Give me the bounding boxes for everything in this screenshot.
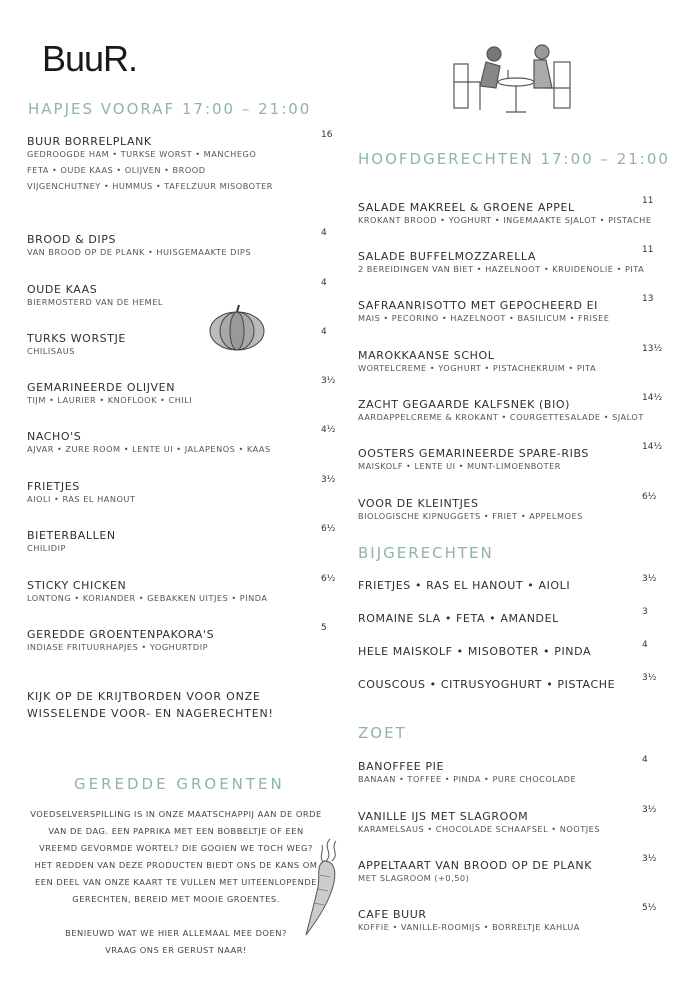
note-line: KIJK OP DE KRIJTBORDEN VOOR ONZE	[27, 690, 261, 703]
item-price: 13	[642, 294, 654, 304]
item-name: SAFRAANRISOTTO MET GEPOCHEERD EI	[358, 299, 599, 312]
item-price: 5	[321, 623, 327, 633]
menu-item	[27, 278, 337, 310]
item-description: CHILIDIP	[27, 543, 66, 553]
item-price: 4½	[321, 425, 336, 435]
menu-item	[358, 805, 668, 837]
item-name: APPELTAART VAN BROOD OP DE PLANK	[358, 859, 593, 872]
menu-item	[27, 130, 337, 194]
item-name: COUSCOUS • CITRUSYOGHURT • PISTACHE	[358, 678, 616, 691]
item-description: TIJM • LAURIER • KNOFLOOK • CHILI	[27, 395, 193, 405]
item-name: FRIETJES	[27, 480, 80, 493]
item-name: BANOFFEE PIE	[358, 760, 445, 773]
menu-item	[27, 376, 337, 408]
item-price: 3	[642, 607, 648, 617]
item-name: OUDE KAAS	[27, 283, 98, 296]
item-description: AJVAR • ZURE ROOM • LENTE UI • JALAPENOS • KAAS	[27, 444, 271, 454]
menu-item	[27, 228, 337, 260]
item-price: 11	[642, 245, 654, 255]
section-title-bij: BIJGERECHTEN	[358, 544, 494, 562]
item-price: 14½	[642, 442, 663, 452]
story-spacer	[30, 908, 322, 925]
section-title-hoofd: HOOFDGERECHTEN 17:00 – 21:00	[358, 150, 670, 168]
item-price: 5½	[642, 903, 657, 913]
item-description: BIOLOGISCHE KIPNUGGETS • FRIET • APPELMOES	[358, 511, 583, 521]
menu-item	[358, 492, 668, 524]
story-line: BENIEUWD WAT WE HIER ALLEMAAL MEE DOEN?	[65, 928, 287, 938]
story-line: GERECHTEN, BEREID MET MOOIE GROENTES.	[72, 894, 280, 904]
item-name: NACHO'S	[27, 430, 82, 443]
item-price: 3½	[642, 805, 657, 815]
item-description: LONTONG • KORIANDER • GEBAKKEN UITJES • PINDA	[27, 593, 268, 603]
item-description: WORTELCREME • YOGHURT • PISTACHEKRUIM • PITA	[358, 363, 597, 373]
item-price: 3½	[321, 376, 336, 386]
item-name: VOOR DE KLEINTJES	[358, 497, 479, 510]
story-line: HET REDDEN VAN DEZE PRODUCTEN BIEDT ONS DE KANS OM	[34, 860, 318, 870]
item-price: 6½	[642, 492, 657, 502]
brand-logo: BuuR.	[42, 38, 138, 79]
cafe-table-illustration	[450, 42, 578, 118]
menu-item	[358, 344, 668, 376]
item-description: GEDROOGDE HAM • TURKSE WORST • MANCHEGO FETA • OUDE KAAS • OLIJVEN • BROOD VIJGENCHUTNEY • HUMMUS • TAFELZUUR MISOBOTER	[27, 149, 273, 191]
item-name: SALADE MAKREEL & GROENE APPEL	[358, 201, 575, 214]
menu-item	[358, 393, 668, 425]
item-name: OOSTERS GEMARINEERDE SPARE-RIBS	[358, 447, 589, 460]
item-name: BROOD & DIPS	[27, 233, 117, 246]
groenten-story	[30, 806, 322, 959]
item-name: MAROKKAANSE SCHOL	[358, 349, 495, 362]
section-title-zoet: ZOET	[358, 724, 407, 742]
item-name: HELE MAISKOLF • MISOBOTER • PINDA	[358, 645, 592, 658]
menu-item	[358, 903, 668, 935]
item-price: 13½	[642, 344, 663, 354]
item-name: ROMAINE SLA • FETA • AMANDEL	[358, 612, 559, 625]
item-description: BIERMOSTERD VAN DE HEMEL	[27, 297, 163, 307]
story-line: VOEDSELVERSPILLING IS IN ONZE MAATSCHAPPIJ AAN DE ORDE	[30, 809, 322, 819]
item-description: 2 BEREIDINGEN VAN BIET • HAZELNOOT • KRUIDENOLIE • PITA	[358, 264, 645, 274]
item-name: BUUR BORRELPLANK	[27, 135, 152, 148]
menu-item	[358, 673, 668, 691]
item-price: 6½	[321, 574, 336, 584]
story-line: VAN DE DAG. EEN PAPRIKA MET EEN BOBBELTJE OF EEN	[48, 826, 304, 836]
carrot-illustration	[300, 835, 350, 937]
item-description: MET SLAGROOM (+0,50)	[358, 873, 470, 883]
item-description: VAN BROOD OP DE PLANK • HUISGEMAAKTE DIPS	[27, 247, 252, 257]
item-description: KOFFIE • VANILLE-ROOMIJS • BORRELTJE KAHLUA	[358, 922, 580, 932]
story-line: VRAAG ONS ER GERUST NAAR!	[105, 945, 247, 955]
menu-item	[27, 475, 337, 507]
menu-item	[358, 294, 668, 326]
item-name: GEMARINEERDE OLIJVEN	[27, 381, 176, 394]
item-price: 4	[321, 228, 327, 238]
note-line: WISSELENDE VOOR- EN NAGERECHTEN!	[27, 707, 274, 720]
story-line: VREEMD GEVORMDE WORTEL? DIE GOOIEN WE TOCH WEG?	[39, 843, 313, 853]
item-description: AIOLI • RAS EL HANOUT	[27, 494, 136, 504]
item-price: 14½	[642, 393, 663, 403]
item-name: TURKS WORSTJE	[27, 332, 126, 345]
item-price: 3½	[642, 574, 657, 584]
item-description: MAIS • PECORINO • HAZELNOOT • BASILICUM • FRISEE	[358, 313, 610, 323]
menu-item	[358, 607, 668, 625]
item-name: STICKY CHICKEN	[27, 579, 127, 592]
menu-item	[358, 196, 668, 228]
item-name: SALADE BUFFELMOZZARELLA	[358, 250, 537, 263]
item-price: 4	[321, 327, 327, 337]
menu-item	[27, 524, 337, 556]
item-price: 3½	[321, 475, 336, 485]
item-description: BANAAN • TOFFEE • PINDA • PURE CHOCOLADE	[358, 774, 577, 784]
item-price: 6½	[321, 524, 336, 534]
menu-item	[27, 574, 337, 606]
item-description: MAISKOLF • LENTE UI • MUNT-LIMOENBOTER	[358, 461, 561, 471]
item-price: 4	[642, 755, 648, 765]
item-name: BIETERBALLEN	[27, 529, 116, 542]
item-description: CHILISAUS	[27, 346, 75, 356]
item-price: 3½	[642, 854, 657, 864]
menu-item	[358, 442, 668, 474]
menu-item	[358, 640, 668, 658]
item-name: FRIETJES • RAS EL HANOUT • AIOLI	[358, 579, 571, 592]
menu-item	[358, 245, 668, 277]
item-price: 3½	[642, 673, 657, 683]
item-name: ZACHT GEGAARDE KALFSNEK (BIO)	[358, 398, 571, 411]
item-price: 4	[642, 640, 648, 650]
menu-item	[27, 425, 337, 457]
item-price: 16	[321, 130, 333, 140]
item-name: VANILLE IJS MET SLAGROOM	[358, 810, 529, 823]
item-name: CAFE BUUR	[358, 908, 427, 921]
item-description: KROKANT BROOD • YOGHURT • INGEMAAKTE SJALOT • PISTACHE	[358, 215, 652, 225]
item-description: INDIASE FRITUURHAPJES • YOGHURTDIP	[27, 642, 209, 652]
story-line: EEN DEEL VAN ONZE KAART TE VULLEN MET UITEENLOPENDE	[34, 877, 318, 887]
menu-item	[27, 327, 337, 359]
menu-item	[358, 755, 668, 787]
section-title-groenten: GEREDDE GROENTEN	[74, 775, 285, 793]
item-name: GEREDDE GROENTENPAKORA'S	[27, 628, 215, 641]
pumpkin-illustration	[208, 304, 266, 352]
item-price: 11	[642, 196, 654, 206]
section-title-hapjes: HAPJES VOORAF 17:00 – 21:00	[28, 100, 312, 118]
menu-item	[358, 574, 668, 592]
chalkboard-note	[27, 688, 274, 722]
item-price: 4	[321, 278, 327, 288]
menu-item	[27, 623, 337, 655]
menu-item	[358, 854, 668, 886]
item-description: KARAMELSAUS • CHOCOLADE SCHAAFSEL • NOOTJES	[358, 824, 600, 834]
item-description: AARDAPPELCREME & KROKANT • COURGETTESALADE • SJALOT	[358, 412, 644, 422]
